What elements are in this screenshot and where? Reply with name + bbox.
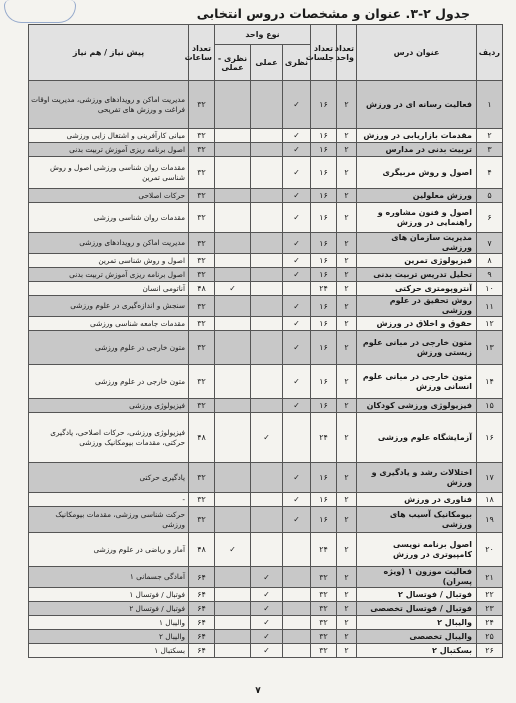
practical-check-cell [251, 399, 283, 413]
theory-practical-check-cell [215, 189, 251, 203]
theory-check-cell: ✓ [283, 254, 311, 268]
table-row [29, 399, 503, 413]
units-cell: ۲ [337, 463, 357, 493]
row-number-cell: ۶ [477, 203, 503, 233]
table-row [29, 630, 503, 644]
hours-cell: ۳۲ [189, 493, 215, 507]
practical-check-cell [251, 282, 283, 296]
hours-cell: ۶۴ [189, 588, 215, 602]
units-cell: ۲ [337, 233, 357, 254]
units-cell: ۲ [337, 588, 357, 602]
prereq-cell: مبانی کارآفرینی و اشتغال زایی ورزشی [29, 129, 189, 143]
prereq-cell: مقدمات روان شناسی ورزشی [29, 203, 189, 233]
theory-check-cell: ✓ [283, 129, 311, 143]
units-cell: ۲ [337, 644, 357, 658]
theory-practical-check-cell [215, 602, 251, 616]
hours-cell: ۶۴ [189, 644, 215, 658]
units-cell: ۲ [337, 533, 357, 567]
prereq-cell: حرکات اصلاحی [29, 189, 189, 203]
header-theory: نظری [283, 45, 311, 81]
theory-check-cell: ✓ [283, 296, 311, 317]
theory-practical-check-cell [215, 507, 251, 533]
practical-check-cell [251, 507, 283, 533]
theory-check-cell: ✓ [283, 331, 311, 365]
header-prereq: پیش نیاز / هم نیاز [29, 25, 189, 81]
sessions-cell: ۱۶ [311, 129, 337, 143]
hours-cell: ۳۲ [189, 203, 215, 233]
theory-check-cell [283, 567, 311, 588]
units-cell: ۲ [337, 567, 357, 588]
row-number-cell: ۱۹ [477, 507, 503, 533]
course-title-cell: فوتبال / فوتسال تخصصی [357, 602, 477, 616]
course-title-cell: اصول و روش مربیگری [357, 157, 477, 189]
sessions-cell: ۳۲ [311, 644, 337, 658]
row-number-cell: ۱۶ [477, 413, 503, 463]
prereq-cell: - [29, 493, 189, 507]
practical-check-cell [251, 533, 283, 567]
sessions-cell: ۳۲ [311, 616, 337, 630]
course-title-cell: بیومکانیک آسیب های ورزشی [357, 507, 477, 533]
theory-check-cell [283, 282, 311, 296]
hours-cell: ۳۲ [189, 463, 215, 493]
sessions-cell: ۲۴ [311, 533, 337, 567]
row-number-cell: ۲۵ [477, 630, 503, 644]
theory-practical-check-cell: ✓ [215, 282, 251, 296]
course-title-cell: تحلیل تدریس تربیت بدنی [357, 268, 477, 282]
practical-check-cell: ✓ [251, 413, 283, 463]
theory-check-cell: ✓ [283, 365, 311, 399]
hours-cell: ۳۲ [189, 129, 215, 143]
prereq-cell: مدیریت اماکن و رویدادهای ورزشی [29, 233, 189, 254]
practical-check-cell [251, 331, 283, 365]
row-number-cell: ۲۶ [477, 644, 503, 658]
hours-cell: ۳۲ [189, 365, 215, 399]
hours-cell: ۶۴ [189, 616, 215, 630]
header-unit-type: نوع واحد [215, 25, 311, 45]
sessions-cell: ۲۴ [311, 282, 337, 296]
units-cell: ۲ [337, 81, 357, 129]
table-row [29, 81, 503, 129]
row-number-cell: ۲ [477, 129, 503, 143]
practical-check-cell [251, 189, 283, 203]
table-row [29, 129, 503, 143]
theory-check-cell: ✓ [283, 143, 311, 157]
units-cell: ۲ [337, 282, 357, 296]
header-course-title: عنوان درس [357, 25, 477, 81]
sessions-cell: ۱۶ [311, 268, 337, 282]
hours-cell: ۳۲ [189, 143, 215, 157]
units-cell: ۲ [337, 296, 357, 317]
course-title-cell: مقدمات بازاریابی در ورزش [357, 129, 477, 143]
sessions-cell: ۱۶ [311, 81, 337, 129]
units-cell: ۲ [337, 254, 357, 268]
row-number-cell: ۱۴ [477, 365, 503, 399]
row-number-cell: ۲۱ [477, 567, 503, 588]
course-title-cell: فوتبال / فوتسال ۲ [357, 588, 477, 602]
theory-check-cell [283, 616, 311, 630]
row-number-cell: ۱۵ [477, 399, 503, 413]
university-stamp [4, 0, 76, 23]
course-title-cell: والیبال تخصصی [357, 630, 477, 644]
theory-practical-check-cell [215, 81, 251, 129]
practical-check-cell [251, 296, 283, 317]
theory-check-cell [283, 602, 311, 616]
practical-check-cell [251, 317, 283, 331]
sessions-cell: ۱۶ [311, 331, 337, 365]
hours-cell: ۴۸ [189, 533, 215, 567]
course-title-cell: حقوق و اخلاق در ورزش [357, 317, 477, 331]
practical-check-cell: ✓ [251, 602, 283, 616]
prereq-cell: آناتومی انسان [29, 282, 189, 296]
table-row [29, 507, 503, 533]
hours-cell: ۳۲ [189, 507, 215, 533]
table-row [29, 233, 503, 254]
header-hours: تعداد ساعات [189, 25, 215, 81]
table-row [29, 317, 503, 331]
practical-check-cell: ✓ [251, 644, 283, 658]
row-number-cell: ۱۱ [477, 296, 503, 317]
course-title-cell: ورزش معلولین [357, 189, 477, 203]
prereq-cell: آمادگی جسمانی ۱ [29, 567, 189, 588]
theory-practical-check-cell [215, 616, 251, 630]
hours-cell: ۳۲ [189, 317, 215, 331]
table-row [29, 567, 503, 588]
course-title-cell: اصول و فنون مشاوره و راهنمایی در ورزش [357, 203, 477, 233]
units-cell: ۲ [337, 399, 357, 413]
prereq-cell: مقدمات روان شناسی ورزشی اصول و روش شناسی تمرین [29, 157, 189, 189]
table-row [29, 365, 503, 399]
page-number: ۷ [255, 686, 261, 696]
course-title-cell: روش تحقیق در علوم ورزشی [357, 296, 477, 317]
table-row [29, 157, 503, 189]
theory-check-cell [283, 533, 311, 567]
practical-check-cell [251, 129, 283, 143]
course-title-cell: تربیت بدنی در مدارس [357, 143, 477, 157]
prereq-cell: فوتبال / فوتسال ۱ [29, 588, 189, 602]
hours-cell: ۳۲ [189, 296, 215, 317]
table-title: جدول ۲-۳. عنوان و مشخصات دروس انتخابی [196, 6, 470, 21]
practical-check-cell: ✓ [251, 630, 283, 644]
theory-practical-check-cell [215, 254, 251, 268]
hours-cell: ۴۸ [189, 282, 215, 296]
units-cell: ۲ [337, 616, 357, 630]
header-units: تعداد واحد [337, 25, 357, 81]
theory-check-cell [283, 630, 311, 644]
prereq-cell: والیبال ۱ [29, 616, 189, 630]
course-title-cell: آزمایشگاه علوم ورزشی [357, 413, 477, 463]
prereq-cell: فیزیولوژی ورزشی [29, 399, 189, 413]
theory-practical-check-cell [215, 399, 251, 413]
units-cell: ۲ [337, 630, 357, 644]
hours-cell: ۳۲ [189, 399, 215, 413]
hours-cell: ۳۲ [189, 189, 215, 203]
table-row [29, 143, 503, 157]
theory-check-cell: ✓ [283, 157, 311, 189]
table-row [29, 296, 503, 317]
practical-check-cell [251, 463, 283, 493]
sessions-cell: ۳۲ [311, 588, 337, 602]
prereq-cell: یادگیری حرکتی [29, 463, 189, 493]
prereq-cell: مدیریت اماکن و رویدادهای ورزشی، مدیریت اوقات فراغت و ورزش های تفریحی [29, 81, 189, 129]
course-title-cell: اختلالات رشد و یادگیری و ورزش [357, 463, 477, 493]
hours-cell: ۳۲ [189, 331, 215, 365]
hours-cell: ۳۲ [189, 268, 215, 282]
practical-check-cell [251, 143, 283, 157]
table-row [29, 602, 503, 616]
units-cell: ۲ [337, 331, 357, 365]
table-row [29, 254, 503, 268]
practical-check-cell [251, 493, 283, 507]
table-row [29, 644, 503, 658]
practical-check-cell [251, 81, 283, 129]
practical-check-cell: ✓ [251, 567, 283, 588]
practical-check-cell [251, 233, 283, 254]
units-cell: ۲ [337, 268, 357, 282]
course-title-cell: مدیریت سازمان های ورزشی [357, 233, 477, 254]
prereq-cell: اصول برنامه ریزی آموزش تربیت بدنی [29, 143, 189, 157]
hours-cell: ۶۴ [189, 602, 215, 616]
practical-check-cell [251, 365, 283, 399]
theory-practical-check-cell [215, 493, 251, 507]
sessions-cell: ۱۶ [311, 189, 337, 203]
units-cell: ۲ [337, 203, 357, 233]
sessions-cell: ۳۲ [311, 567, 337, 588]
prereq-cell: فوتبال / فوتسال ۲ [29, 602, 189, 616]
prereq-cell: اصول و روش شناسی تمرین [29, 254, 189, 268]
sessions-cell: ۱۶ [311, 365, 337, 399]
units-cell: ۲ [337, 493, 357, 507]
table-row [29, 189, 503, 203]
row-number-cell: ۱۳ [477, 331, 503, 365]
prereq-cell: بسکتبال ۱ [29, 644, 189, 658]
prereq-cell: آمار و ریاضی در علوم ورزشی [29, 533, 189, 567]
row-number-cell: ۱۰ [477, 282, 503, 296]
course-title-cell: فعالیت موزون ۱ (ویژه پسران) [357, 567, 477, 588]
course-title-cell: متون خارجی در مبانی علوم انسانی ورزش [357, 365, 477, 399]
theory-practical-check-cell [215, 588, 251, 602]
prereq-cell: فیزیولوژی ورزشی، حرکات اصلاحی، یادگیری حرکتی، مقدمات بیومکانیک ورزشی [29, 413, 189, 463]
theory-practical-check-cell [215, 143, 251, 157]
course-title-cell: آنتروپومتری حرکتی [357, 282, 477, 296]
row-number-cell: ۹ [477, 268, 503, 282]
table-row [29, 268, 503, 282]
theory-check-cell: ✓ [283, 317, 311, 331]
prereq-cell: حرکت شناسی ورزشی، مقدمات بیومکانیک ورزشی [29, 507, 189, 533]
practical-check-cell: ✓ [251, 616, 283, 630]
sessions-cell: ۱۶ [311, 296, 337, 317]
table-row [29, 616, 503, 630]
theory-practical-check-cell [215, 233, 251, 254]
sessions-cell: ۱۶ [311, 463, 337, 493]
header-sessions: تعداد جلسات [311, 25, 337, 81]
practical-check-cell [251, 254, 283, 268]
header-practical: عملی [251, 45, 283, 81]
row-number-cell: ۱۸ [477, 493, 503, 507]
course-title-cell: اصول برنامه نویسی کامپیوتری در ورزش [357, 533, 477, 567]
sessions-cell: ۱۶ [311, 507, 337, 533]
course-title-cell: فیزیولوژی ورزشی کودکان [357, 399, 477, 413]
hours-cell: ۶۴ [189, 630, 215, 644]
practical-check-cell [251, 203, 283, 233]
theory-practical-check-cell [215, 413, 251, 463]
header-theory-practical: نظری - عملی [215, 45, 251, 81]
sessions-cell: ۱۶ [311, 157, 337, 189]
units-cell: ۲ [337, 143, 357, 157]
theory-check-cell: ✓ [283, 233, 311, 254]
sessions-cell: ۳۲ [311, 630, 337, 644]
theory-practical-check-cell [215, 365, 251, 399]
hours-cell: ۳۲ [189, 233, 215, 254]
table-row [29, 493, 503, 507]
sessions-cell: ۲۴ [311, 413, 337, 463]
practical-check-cell [251, 157, 283, 189]
prereq-cell: متون خارجی در علوم ورزشی [29, 365, 189, 399]
course-title-cell: فعالیت رسانه ای در ورزش [357, 81, 477, 129]
row-number-cell: ۴ [477, 157, 503, 189]
theory-practical-check-cell [215, 157, 251, 189]
sessions-cell: ۱۶ [311, 493, 337, 507]
prereq-cell: اصول برنامه ریزی آموزش تربیت بدنی [29, 268, 189, 282]
course-title-cell: والیبال ۲ [357, 616, 477, 630]
theory-practical-check-cell [215, 296, 251, 317]
theory-practical-check-cell [215, 331, 251, 365]
theory-check-cell [283, 644, 311, 658]
theory-check-cell: ✓ [283, 189, 311, 203]
row-number-cell: ۲۲ [477, 588, 503, 602]
sessions-cell: ۱۶ [311, 233, 337, 254]
theory-practical-check-cell [215, 567, 251, 588]
row-number-cell: ۷ [477, 233, 503, 254]
units-cell: ۲ [337, 413, 357, 463]
row-number-cell: ۲۴ [477, 616, 503, 630]
units-cell: ۲ [337, 189, 357, 203]
theory-check-cell: ✓ [283, 507, 311, 533]
table-row [29, 282, 503, 296]
course-title-cell: فیزیولوژی تمرین [357, 254, 477, 268]
units-cell: ۲ [337, 317, 357, 331]
theory-check-cell: ✓ [283, 268, 311, 282]
course-title-cell: متون خارجی در مبانی علوم زیستی ورزش [357, 331, 477, 365]
course-title-cell: فناوری در ورزش [357, 493, 477, 507]
practical-check-cell [251, 268, 283, 282]
prereq-cell: متون خارجی در علوم ورزشی [29, 331, 189, 365]
table-row [29, 203, 503, 233]
prereq-cell: مقدمات جامعه شناسی ورزشی [29, 317, 189, 331]
row-number-cell: ۱۷ [477, 463, 503, 493]
theory-check-cell: ✓ [283, 493, 311, 507]
sessions-cell: ۱۶ [311, 317, 337, 331]
theory-check-cell: ✓ [283, 463, 311, 493]
units-cell: ۲ [337, 507, 357, 533]
units-cell: ۲ [337, 157, 357, 189]
table-row [29, 463, 503, 493]
course-table [28, 24, 503, 658]
theory-practical-check-cell [215, 644, 251, 658]
theory-practical-check-cell [215, 317, 251, 331]
row-number-cell: ۵ [477, 189, 503, 203]
practical-check-cell: ✓ [251, 588, 283, 602]
prereq-cell: والیبال ۲ [29, 630, 189, 644]
sessions-cell: ۱۶ [311, 254, 337, 268]
row-number-cell: ۱ [477, 81, 503, 129]
table-row [29, 533, 503, 567]
theory-check-cell: ✓ [283, 399, 311, 413]
units-cell: ۲ [337, 129, 357, 143]
theory-check-cell: ✓ [283, 81, 311, 129]
row-number-cell: ۲۰ [477, 533, 503, 567]
hours-cell: ۶۴ [189, 567, 215, 588]
table-row [29, 331, 503, 365]
theory-check-cell [283, 413, 311, 463]
sessions-cell: ۱۶ [311, 143, 337, 157]
theory-practical-check-cell [215, 129, 251, 143]
table-row [29, 413, 503, 463]
theory-check-cell [283, 588, 311, 602]
hours-cell: ۳۲ [189, 81, 215, 129]
theory-practical-check-cell [215, 630, 251, 644]
hours-cell: ۳۲ [189, 254, 215, 268]
units-cell: ۲ [337, 365, 357, 399]
theory-practical-check-cell [215, 463, 251, 493]
theory-practical-check-cell: ✓ [215, 533, 251, 567]
row-number-cell: ۲۳ [477, 602, 503, 616]
prereq-cell: سنجش و اندازه‌گیری در علوم ورزشی [29, 296, 189, 317]
sessions-cell: ۱۶ [311, 399, 337, 413]
sessions-cell: ۱۶ [311, 203, 337, 233]
units-cell: ۲ [337, 602, 357, 616]
hours-cell: ۴۸ [189, 413, 215, 463]
theory-check-cell: ✓ [283, 203, 311, 233]
row-number-cell: ۸ [477, 254, 503, 268]
sessions-cell: ۳۲ [311, 602, 337, 616]
header-row-no: ردیف [477, 25, 503, 81]
row-number-cell: ۱۲ [477, 317, 503, 331]
hours-cell: ۳۲ [189, 157, 215, 189]
row-number-cell: ۳ [477, 143, 503, 157]
table-row [29, 588, 503, 602]
theory-practical-check-cell [215, 268, 251, 282]
theory-practical-check-cell [215, 203, 251, 233]
course-title-cell: بسکتبال ۲ [357, 644, 477, 658]
